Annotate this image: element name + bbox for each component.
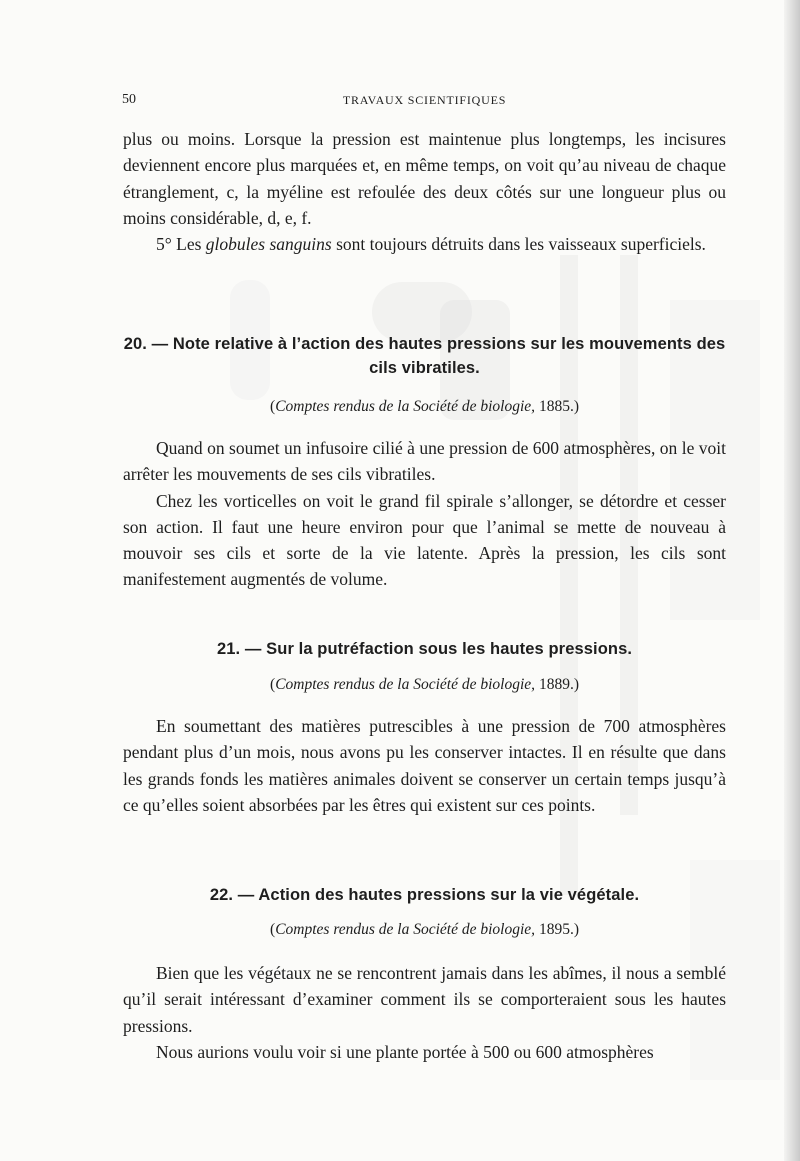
section-22-text — [123, 960, 726, 1065]
section-20-title: 20. — Note relative à l’action des hautes pressions sur les mouvements des cils vibratiles. — [123, 335, 726, 377]
section-22-paragraph-1: Bien que les végétaux ne se rencontrent jamais dans les abîmes, il nous a semblé qu’il serait intéressant d’examiner comment ils se comporteraient sous les hautes pressions. — [123, 963, 726, 1036]
section-20-paragraph-2: Chez les vorticelles on voit le grand fil spirale s’allonger, se détordre et cesser son action. Il faut une heure environ pour que l’animal se mette de nouveau à mouvoir ses cils et sorte de la vie latente. Après la pression, les cils sont manifestement augmentés de volume. — [123, 490, 726, 590]
section-20-text — [123, 435, 726, 593]
page-edge-shadow — [784, 0, 800, 1161]
intro-paragraph-2-prefix: 5° Les — [156, 234, 206, 255]
section-21-paragraph-1: En soumettant des matières putrescibles à une pression de 700 atmosphères pendant plus d’un mois, nous avons pu les conserver intactes. Il en résulte que dans les grands fonds les matières animales doivent se conserver un certain temps jusqu’à ce qu’elles soient absorbées par les êtres qui existent sur ces points. — [123, 716, 726, 815]
section-21-citation-year: 1889. — [538, 676, 574, 693]
intro-paragraph-2-italic: globules sanguins — [205, 234, 332, 255]
section-20-citation-source: Comptes rendus de la Société de biologie, — [275, 398, 536, 415]
section-22-title: 22. — Action des hautes pressions sur la vie végétale. — [209, 886, 640, 904]
section-20-citation-year: 1885. — [538, 398, 574, 415]
section-21-citation-source: Comptes rendus de la Société de biologie, — [275, 676, 536, 693]
intro-paragraph-2-suffix: sont toujours détruits dans les vaisseaux superficiels. — [331, 234, 706, 255]
section-22-citation-source: Comptes rendus de la Société de biologie, — [275, 921, 536, 938]
section-21-citation: (Comptes rendus de la Société de biologie, 1889.) — [270, 676, 579, 693]
section-20-citation: (Comptes rendus de la Société de biologie, 1885.) — [270, 398, 579, 415]
intro-paragraph-1: plus ou moins. Lorsque la pression est maintenue plus longtemps, les incisures deviennent encore plus marquées et, en même temps, on voit qu’au niveau de chaque étranglement, c, la myéline est refoulée des deux côtés sur une longueur plus ou moins considérable, d, e, f. — [123, 129, 726, 228]
intro-paragraph-2 — [123, 231, 726, 257]
section-20-paragraph-1: Quand on soumet un infusoire cilié à une pression de 600 atmosphères, on le voit arrêter les mouvements de ses cils vibratiles. — [123, 438, 726, 485]
intro-text — [123, 126, 726, 257]
page-number: 50 — [122, 92, 136, 107]
running-head-title: TRAVAUX SCIENTIFIQUES — [342, 93, 507, 107]
section-22-paragraph-2: Nous aurions voulu voir si une plante portée à 500 ou 600 atmosphères — [156, 1041, 654, 1062]
section-22-citation: (Comptes rendus de la Société de biologie, 1895.) — [270, 921, 579, 938]
section-21-title: 21. — Sur la putréfaction sous les hautes pressions. — [216, 640, 633, 658]
section-22-citation-year: 1895. — [538, 921, 574, 938]
running-head — [122, 92, 727, 112]
section-21-text — [123, 713, 726, 818]
